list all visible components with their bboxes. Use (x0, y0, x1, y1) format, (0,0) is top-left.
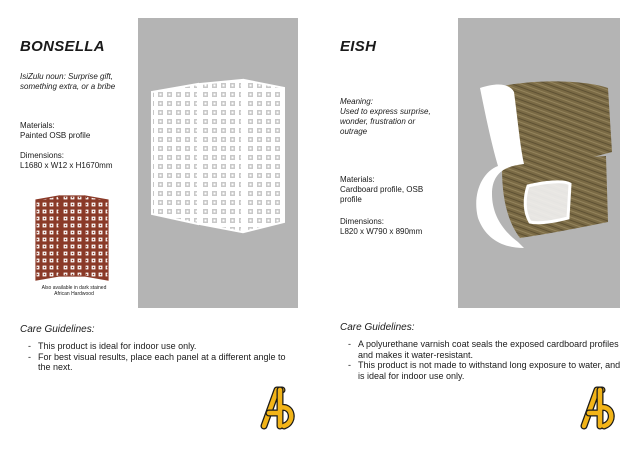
bonsella-care-list (28, 341, 300, 373)
bonsella-care-item: - For best visual results, place each panel at a different angle to the next. (28, 352, 300, 373)
eish-materials: Cardboard profile, OSB profile (340, 185, 424, 204)
eish-care-list (348, 339, 622, 381)
eish-dimensions-heading: Dimensions: (340, 217, 385, 226)
bonsella-care-heading: Care Guidelines: (20, 324, 95, 335)
bonsella-photo-panel (138, 18, 298, 308)
bonsella-screen-image (138, 18, 298, 308)
bonsella-title: BONSELLA (20, 38, 105, 55)
eish-care-item: - This product is not made to withstand long exposure to water, and is ideal for indoor use only. (348, 360, 622, 381)
eish-title: EISH (340, 38, 377, 55)
bonsella-note-2: African Hardwood (54, 291, 94, 297)
bonsella-dimensions: L1680 x W12 x H1670mm (20, 161, 113, 170)
eish-chair-image (458, 18, 620, 308)
eish-materials-heading: Materials: (340, 175, 375, 184)
bonsella-care-item: - This product is ideal for indoor use only. (28, 341, 300, 352)
eish-photo-panel (458, 18, 620, 308)
eish-dimensions: L820 x W790 x 890mm (340, 227, 423, 236)
ab-logo-icon (578, 386, 620, 430)
eish-care-item: - A polyurethane varnish coat seals the exposed cardboard profiles and makes it water-resistant. (348, 339, 622, 360)
eish-care-heading: Care Guidelines: (340, 322, 415, 333)
bonsella-hardwood-image (34, 194, 110, 282)
ab-logo-icon (258, 386, 300, 430)
eish-meaning: Used to express surprise, wonder, frustration or outrage (340, 107, 431, 136)
bonsella-materials: Painted OSB profile (20, 131, 91, 140)
bonsella-materials-heading: Materials: (20, 121, 55, 130)
bonsella-meaning: IsiZulu noun: Surprise gift, something extra, or a bribe (20, 72, 116, 91)
eish-meaning-heading: Meaning: (340, 97, 373, 106)
bonsella-dimensions-heading: Dimensions: (20, 151, 65, 160)
bonsella-note-1: Also available in dark stained (41, 285, 107, 291)
